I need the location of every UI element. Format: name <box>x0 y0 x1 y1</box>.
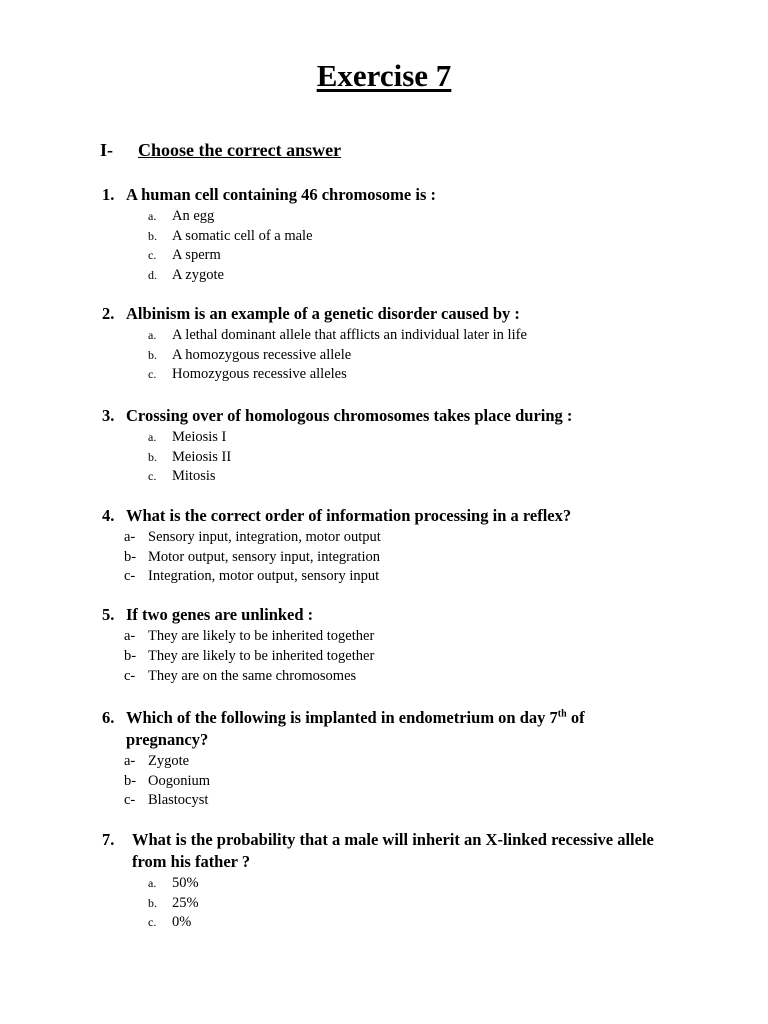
question-number: 3. <box>102 406 115 425</box>
option <box>102 913 692 933</box>
option-letter: c- <box>124 568 136 585</box>
question-text: Albinism is an example of a genetic disorder caused by : <box>126 304 520 323</box>
option <box>102 346 682 366</box>
option-text: A sperm <box>172 247 221 264</box>
question-4 <box>102 505 682 587</box>
option <box>102 467 682 487</box>
option <box>102 894 692 914</box>
option-letter: a. <box>148 430 157 444</box>
option-list <box>102 326 682 385</box>
option-letter: c. <box>148 469 157 484</box>
option-letter: a- <box>124 529 136 545</box>
option <box>102 874 692 894</box>
option-list <box>102 874 692 933</box>
section-heading: Choose the correct answer <box>138 140 342 160</box>
option-letter: b. <box>148 228 157 243</box>
option <box>102 772 662 792</box>
option <box>102 567 682 587</box>
question-number: 2. <box>102 304 115 323</box>
option-text: Sensory input, integration, motor output <box>148 529 381 545</box>
option-list <box>102 528 682 587</box>
option-text: Zygote <box>148 753 190 769</box>
option-letter: b. <box>148 449 157 464</box>
option <box>102 246 682 266</box>
option-letter: a- <box>124 753 136 769</box>
question-3 <box>102 405 682 487</box>
page-title: Exercise 7 <box>316 58 452 93</box>
option-list <box>102 627 682 687</box>
option <box>102 627 682 647</box>
option-text: 50% <box>172 875 199 891</box>
question-text-main: Which of the following is implanted in endometrium on day 7 <box>126 708 558 727</box>
option-letter: c. <box>148 248 157 263</box>
question-number: 7. <box>102 830 115 849</box>
option-text: An egg <box>172 208 215 224</box>
option-text: They are likely to be inherited together <box>148 628 375 644</box>
option-text: They are on the same chromosomes <box>148 668 357 685</box>
option-text: Homozygous recessive alleles <box>172 366 347 383</box>
question-7 <box>102 829 692 933</box>
option <box>102 428 682 448</box>
option-list <box>102 428 682 487</box>
question-text: Crossing over of homologous chromosomes takes place during : <box>126 406 573 425</box>
option-letter: a. <box>148 328 157 342</box>
option <box>102 266 682 286</box>
option-text: Mitosis <box>172 468 216 485</box>
option <box>102 667 682 687</box>
question-text: A human cell containing 46 chromosome is : <box>126 185 436 204</box>
option-letter: a. <box>148 876 157 890</box>
option-letter: c- <box>124 792 136 809</box>
question-number: 5. <box>102 605 115 624</box>
option-letter: a. <box>148 209 157 223</box>
option-text: A homozygous recessive allele <box>172 346 352 363</box>
question-text: If two genes are unlinked : <box>126 605 314 624</box>
option-letter: b- <box>124 548 137 565</box>
option-text: 0% <box>172 914 192 931</box>
option <box>102 791 662 811</box>
question-5 <box>102 604 682 687</box>
option-letter: b. <box>148 895 157 910</box>
section-header <box>100 140 341 161</box>
option <box>102 647 682 667</box>
question-text-end: of pregnancy? <box>126 708 585 749</box>
option-letter: b. <box>148 347 157 362</box>
option <box>102 227 682 247</box>
option <box>102 548 682 568</box>
question-1 <box>102 184 682 285</box>
option-text: A zygote <box>172 266 224 283</box>
option-list <box>102 207 682 285</box>
option <box>102 528 682 548</box>
option <box>102 207 682 227</box>
option-text: Integration, motor output, sensory input <box>148 568 380 585</box>
question-number: 6. <box>102 708 115 727</box>
option-text: They are likely to be inherited together <box>148 647 375 664</box>
option-letter: c. <box>148 367 157 382</box>
option-letter: b- <box>124 772 137 789</box>
option-text: A lethal dominant allele that afflicts an individual later in life <box>172 327 527 343</box>
option-letter: c- <box>124 668 136 685</box>
option-letter: d. <box>148 267 157 282</box>
question-text <box>102 707 662 751</box>
option-letter: a- <box>124 628 136 644</box>
ordinal-suffix: th <box>557 708 567 720</box>
option <box>102 326 682 346</box>
option <box>102 365 682 385</box>
option-text: Meiosis II <box>172 448 232 465</box>
option <box>102 752 662 772</box>
option-letter: c. <box>148 915 157 930</box>
option-text: A somatic cell of a male <box>172 227 313 244</box>
option <box>102 448 682 468</box>
option-list <box>102 752 662 811</box>
question-number: 4. <box>102 506 115 525</box>
question-number: 1. <box>102 185 115 204</box>
question-2 <box>102 303 682 385</box>
option-text: Oogonium <box>148 772 211 789</box>
section-number: I- <box>100 140 113 160</box>
option-text: 25% <box>172 894 199 911</box>
option-text: Blastocyst <box>148 792 209 809</box>
question-6 <box>102 707 662 811</box>
option-letter: b- <box>124 647 137 664</box>
question-text: What is the probability that a male will inherit an X-linked recessive allele from his father ? <box>132 830 654 871</box>
question-text: What is the correct order of information processing in a reflex? <box>126 506 572 525</box>
option-text: Motor output, sensory input, integration <box>148 548 380 565</box>
option-text: Meiosis I <box>172 429 227 445</box>
